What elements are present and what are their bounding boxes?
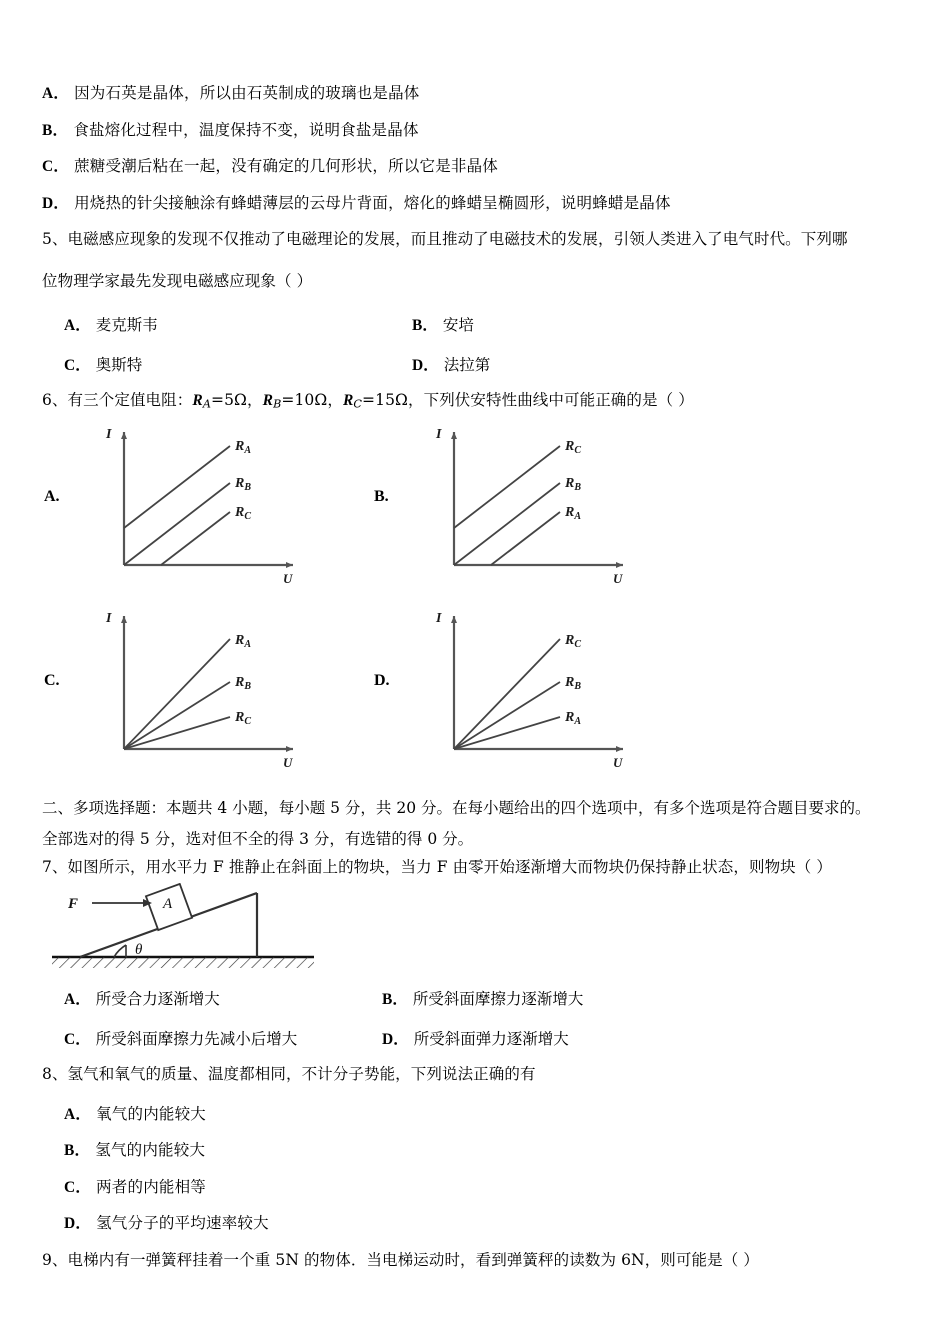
graph-choice-c-label: C. [44,671,60,689]
line-label-3: $R_A$ [565,709,582,727]
option-text: 因为石英是晶体，所以由石英制成的玻璃也是晶体 [74,84,420,102]
question5-stem-line2: 位物理学家最先发现电磁感应现象（ ） [42,271,313,290]
option-row [382,1027,569,1049]
option-label: B． [42,121,69,139]
force-label: F [68,896,79,913]
iv-graph-b [408,420,658,590]
line-label-3: $R_C$ [235,709,252,727]
section2-header [42,796,922,852]
graph-choice-a-label: A. [44,487,60,505]
axis-label-x: U [283,570,293,586]
option-row [382,987,583,1009]
inclined-plane-diagram [42,883,342,979]
question7-options-row2 [42,1027,922,1049]
question8-stem: 8、氢气和氧气的质量、温度都相同，不计分子势能，下列说法正确的有 [42,1065,536,1084]
option-text: 食盐熔化过程中，温度保持不变，说明食盐是晶体 [73,120,419,139]
option-text: 所受斜面弹力逐渐增大 [413,1030,569,1049]
graph-choice-b-label: B. [374,487,389,505]
graph-choice-d-label: D. [374,671,390,689]
question5-options-row2 [42,353,922,374]
option-text: 两者的内能相等 [96,1177,206,1196]
axis-label-x: U [283,754,293,770]
option-label: C． [64,1178,92,1196]
option-row [412,353,490,375]
option-row [42,1216,922,1232]
option-label: A． [64,1105,92,1123]
line-label-1: $R_A$ [235,632,252,650]
resistor-b-symbol: R [262,392,274,409]
resistor-b-subscript: B [273,397,282,411]
option-label: D． [412,357,439,374]
option-text: 用烧热的针尖接触涂有蜂蜡薄层的云母片背面，熔化的蜂蜡呈椭圆形，说明蜂蜡是晶体 [74,193,671,212]
option-label: C． [64,357,91,374]
option-row [64,987,220,1009]
question4-options [42,86,922,211]
option-text: 所受斜面摩擦力逐渐增大 [412,990,584,1009]
option-label: C． [64,1031,91,1049]
question6-stem [42,393,922,410]
option-row [64,313,158,335]
option-text: 蔗糖受潮后粘在一起，没有确定的几何形状，所以它是非晶体 [74,157,498,175]
resistor-c-subscript: C [353,397,363,411]
option-row [42,120,922,139]
axis-label-x: U [613,754,623,770]
line-label-2: $R_B$ [565,475,582,493]
question9 [42,1250,922,1269]
option-row [64,353,142,375]
section2-line1: 二、多项选择题：本题共 4 小题，每小题 5 分，共 20 分。在每小题给出的四个选项中，有多个选项是符合题目要求的。 [42,798,871,817]
graph-choice-d [372,604,712,774]
angle-label: θ [135,942,143,959]
option-text: 氢气分子的平均速率较大 [96,1214,269,1233]
question9-stem: 9、电梯内有一弹簧秤挂着一个重 5N 的物体．当电梯运动时，看到弹簧秤的读数为 6N，则可能是（ ） [42,1250,759,1269]
graph-row-bottom [42,604,922,774]
question8 [42,1067,922,1232]
option-label: D． [42,194,70,212]
option-row [42,1143,922,1159]
option-label: B． [382,991,408,1009]
block-label: A [163,896,173,913]
resistor-a-symbol: R [192,392,203,409]
question7-stem: 7、如图所示，用水平力 F 推静止在斜面上的物块，当力 F 由零开始逐渐增大而物块仍保持静止状态，则物块（ ） [42,857,833,876]
line-label-1: $R_A$ [235,438,252,456]
axis-label-y: I [106,426,112,442]
resistor-b-value: =10Ω， [281,391,343,409]
option-label: A． [64,317,91,334]
option-row [42,193,922,212]
option-text: 所受合力逐渐增大 [95,990,220,1009]
option-label: C． [42,158,70,175]
option-row [42,1104,922,1123]
question7-figure [42,883,342,979]
resistor-a-value: =5Ω， [211,391,263,409]
axis-label-y: I [436,426,442,442]
line-label-2: $R_B$ [565,674,582,692]
question6 [42,393,922,774]
option-row [42,86,922,102]
resistor-a-subscript: A [202,397,211,411]
option-row [42,159,922,175]
option-text: 奥斯特 [95,356,143,374]
graph-row-top [42,420,922,590]
option-text: 安培 [442,316,474,334]
line-label-2: $R_B$ [235,475,252,493]
option-label: A． [42,85,70,102]
graph-choice-c [42,604,382,774]
question6-stem-suffix: 下列伏安特性曲线中可能正确的是（ ） [423,391,694,409]
option-label: B． [412,317,438,334]
option-text: 氧气的内能较大 [96,1104,206,1123]
option-text: 氢气的内能较大 [95,1141,206,1160]
question6-stem-prefix: 6、有三个定值电阻： [42,391,193,409]
axis-label-x: U [613,570,623,586]
option-label: D． [382,1031,409,1049]
question5-stem-line1: 5、电磁感应现象的发现不仅推动了电磁理论的发展，而且推动了电磁技术的发展，引领人类进入了电气时代。下列哪 [42,230,848,248]
iv-graph-c [78,604,328,774]
option-row [412,313,474,335]
option-row [42,1177,922,1196]
option-text: 麦克斯韦 [95,316,158,334]
section2-line2: 全部选对的得 5 分，选对但不全的得 3 分，有选错的得 0 分。 [42,829,474,848]
option-label: B． [64,1142,91,1160]
line-label-1: $R_C$ [565,632,582,650]
question6-graphs [42,420,922,774]
page-content [42,86,922,1288]
resistor-c-symbol: R [342,392,354,409]
line-label-1: $R_C$ [565,438,582,456]
option-text: 所受斜面摩擦力先减小后增大 [95,1030,298,1049]
graph-choice-b [372,420,712,590]
axis-label-y: I [106,610,112,626]
line-label-3: $R_A$ [565,504,582,522]
line-label-3: $R_C$ [235,504,252,522]
question5-options-row1 [42,313,922,334]
graph-choice-a [42,420,382,590]
option-label: D． [64,1215,92,1233]
question7 [42,857,922,1049]
axis-label-y: I [436,610,442,626]
iv-graph-a [78,420,328,590]
iv-graph-d [408,604,658,774]
question7-options-row1 [42,987,922,1009]
question5 [42,230,922,374]
resistor-c-value: =15Ω， [362,391,424,409]
line-label-2: $R_B$ [235,674,252,692]
option-label: A． [64,991,91,1009]
option-text: 法拉第 [443,356,491,374]
option-row [64,1027,297,1049]
